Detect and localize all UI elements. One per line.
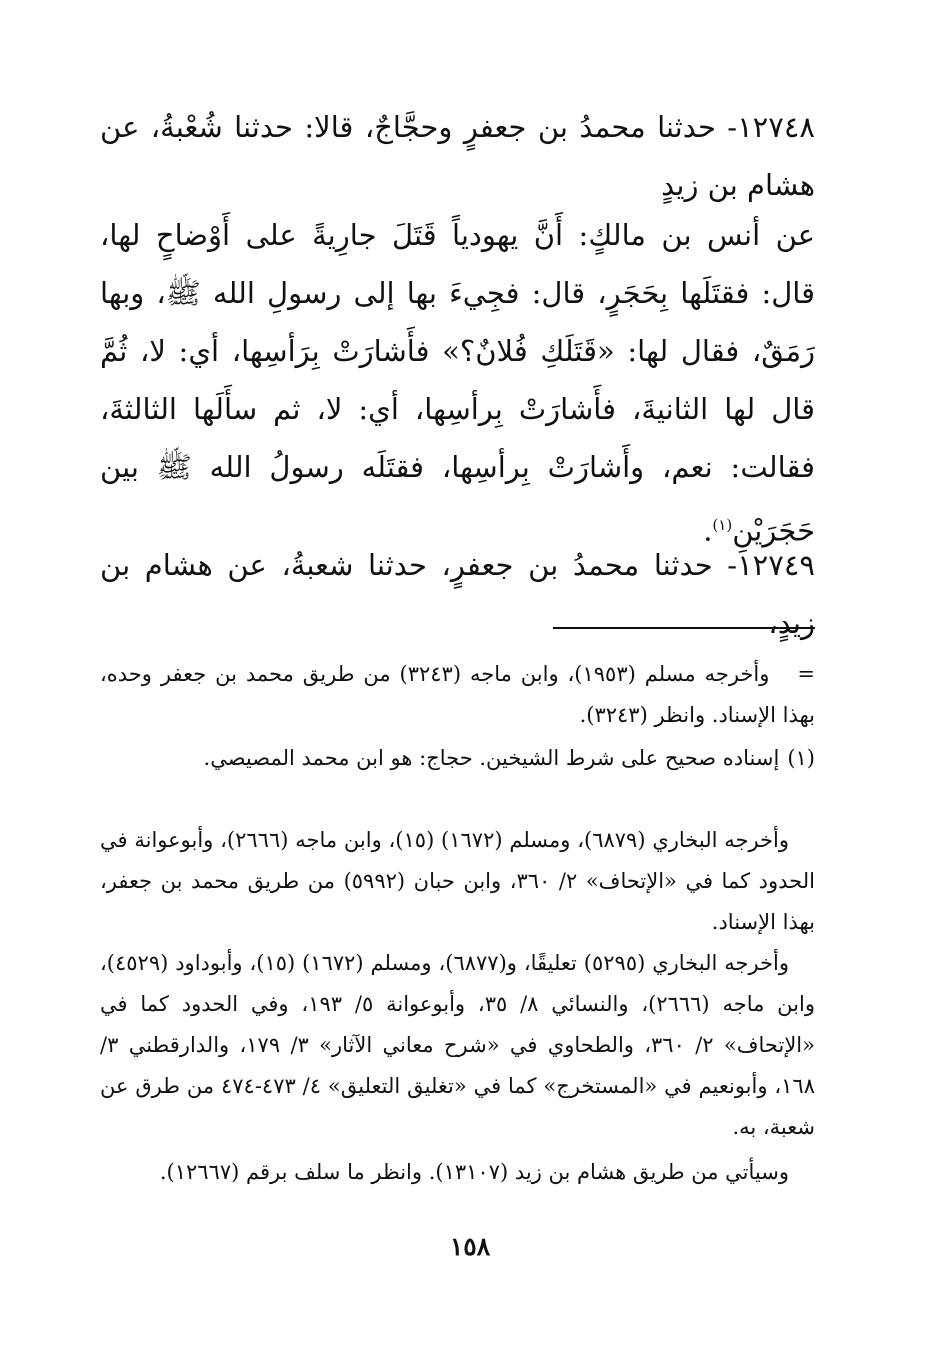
hadith-12749-isnad: [100, 536, 815, 652]
hadith-12748-matn: [100, 206, 815, 560]
footnote-text: وأخرجه مسلم (١٩٥٣)، وابن ماجه (٣٢٤٣) من طريق محمد بن جعفر وحده، بهذا الإسناد. وانظر (٣٢٤٣).: [100, 662, 815, 727]
isnad-text: ١٢٧٤٩- حدثنا محمدُ بن جعفرٍ، حدثنا شعبةُ، عن هشام بن زيدٍ،: [100, 548, 815, 640]
isnad-text: ١٢٧٤٨- حدثنا محمدُ بن جعفرٍ وحجَّاجٌ، قالا: حدثنا شُعْبةُ، عن هشام بن زيدٍ: [100, 110, 815, 202]
footnote-1: [100, 738, 815, 779]
footnote-continued: [100, 654, 815, 736]
footnote-text: وأخرجه البخاري (٦٨٧٩)، ومسلم (١٦٧٢) (١٥)، وابن ماجه (٢٦٦٦)، وأبوعوانة في الحدود كما في «الإتحاف» ٢/ ٣٦٠، وابن حبان (٥٩٩٢) من طريق محمد بن جعفر، بهذا الإسناد.: [100, 828, 815, 934]
page-number: ١٥٨: [449, 1232, 491, 1261]
hadith-12748-isnad: [100, 98, 815, 214]
footnote-text: وأخرجه البخاري (٥٢٩٥) تعليقًا، و(٦٨٧٧)، ومسلم (١٦٧٢) (١٥)، وأبوداود (٤٥٢٩)، وابن ماجه (٢٦٦٦)، والنسائي ٨/ ٣٥، وأبوعوانة ٥/ ١٩٣، وفي الحدود كما في «الإتحاف» ٢/ ٣٦٠، والطحاوي في «شرح معاني الآثار» ٣/ ١٧٩، والدارقطني ٣/ ١٦٨، وأبونعيم في «المستخرج» كما في «تغليق التعليق» ٤/ ٤٧٣-٤٧٤ من طرق عن شعبة، به.: [100, 951, 815, 1139]
continuation-mark: =: [797, 662, 815, 686]
footnote-marker: (١): [712, 516, 733, 534]
matn-text: عن أنس بن مالكٍ: أَنَّ يهودياً قَتَلَ جارِيةً على أَوْضاحٍ لها، قال: فقتَلَها بِحَجَرٍ، قال: فجِيءَ بها إلى رسولِ الله ﷺ، وبها رَمَقٌ، فقال لها: «قَتَلَكِ فُلانٌ؟» فأَشارَتْ بِرَأسِها، أي: لا، ثُمَّ قال لها الثانيةَ، فأَشارَتْ بِرأسِها، أي: لا، ثم سأَلَها الثالثةَ، فقالت: نعم، وأَشارَتْ بِرأسِها، فقتَلَه رسولُ الله ﷺ بين حَجَرَيْنِ: [100, 218, 815, 548]
footnote-text: إسناده صحيح على شرط الشيخين. حجاج: هو ابن محمد المصيصي.: [203, 746, 780, 770]
footnote-number: (١): [787, 746, 815, 770]
footnote-paragraph: [100, 943, 815, 1148]
footnote-separator: [553, 627, 815, 629]
end-mark: .: [703, 513, 713, 548]
footnote-paragraph: [100, 820, 815, 943]
footnote-paragraph: [100, 1152, 815, 1193]
footnote-text: وسيأتي من طريق هشام بن زيد (١٣١٠٧). وانظر ما سلف برقم (١٢٦٦٧).: [159, 1160, 789, 1184]
